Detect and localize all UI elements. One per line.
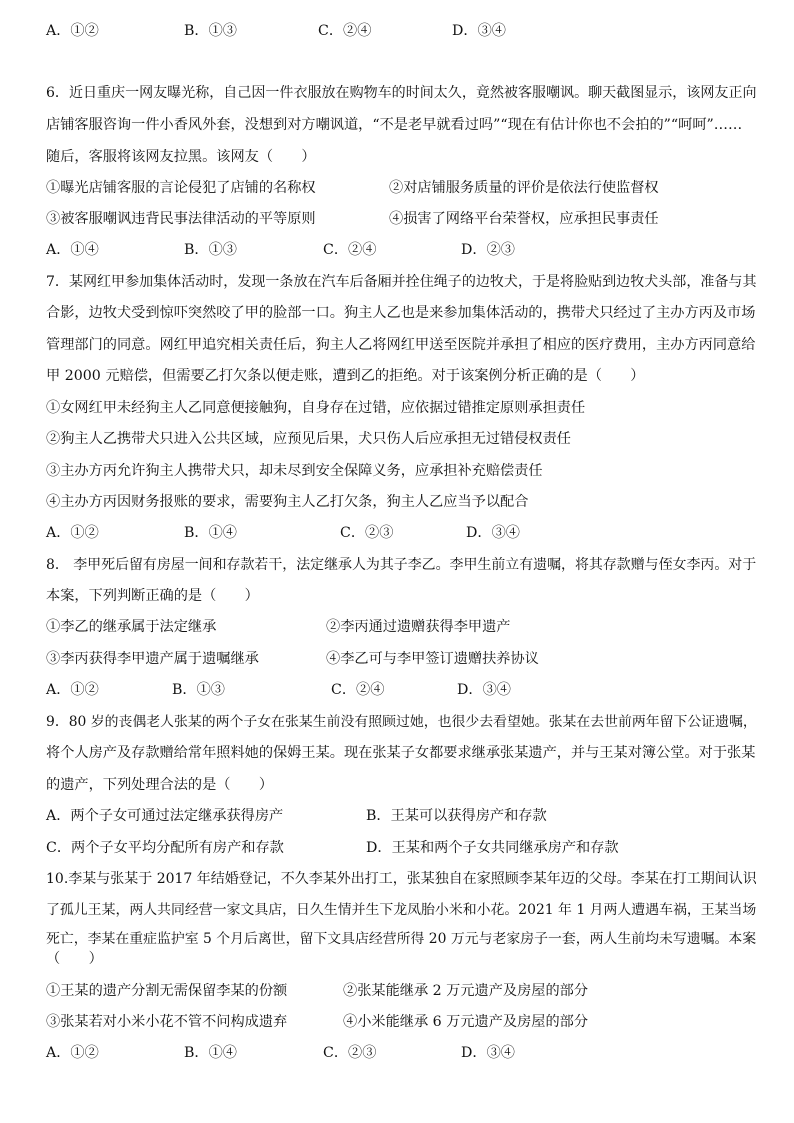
option-c[interactable]: C．②④	[318, 23, 372, 39]
question-8-statement-4: ④李乙可与李甲签订遗赠扶养协议	[326, 651, 539, 667]
question-8-option-a[interactable]: A．①②	[46, 682, 99, 698]
question-10-stem-line-1: 10.李某与张某于 2017 年结婚登记，不久李某外出打工，张某独自在家照顾李某年迈的父母。李某在打工期间认识	[46, 871, 757, 887]
question-10-option-a[interactable]: A．①②	[46, 1045, 99, 1061]
question-6-stem-line-1: 6．近日重庆一网友曝光称，自己因一件衣服放在购物车的时间太久，竟然被客服嘲讽。聊天截图显示，该网友正向	[46, 85, 757, 101]
question-8-option-c[interactable]: C．②④	[331, 682, 385, 698]
question-6-statement-3: ③被客服嘲讽违背民事法律活动的平等原则	[46, 211, 316, 227]
question-6-option-c[interactable]: C．②④	[323, 242, 377, 258]
question-10-stem-line-3: 死亡，李某在重症监护室 5 个月后离世，留下文具店经营所得 20 万元与老家房子一套，两人生前均未写遗嘱。本案	[46, 931, 757, 947]
question-10-statement-4: ④小米能继承 6 万元遗产及房屋的部分	[343, 1014, 589, 1030]
question-10-option-b[interactable]: B．①④	[184, 1045, 237, 1061]
question-7-stem-line-2: 合影，边牧犬受到惊吓突然咬了甲的脸部一口。狗主人乙也是来参加集体活动的，携带犬只经过了主办方丙及市场	[46, 305, 756, 321]
question-7-statement-2: ②狗主人乙携带犬只进入公共区域，应预见后果，犬只伤人后应承担无过错侵权责任	[46, 431, 571, 447]
question-6-stem-line-2: 店铺客服咨询一件小香风外套，没想到对方嘲讽道，“不是老早就看过吗”“现在有估计你也不会拍的”“呵呵”……	[46, 117, 743, 133]
question-6-option-d[interactable]: D．②③	[461, 242, 515, 258]
question-6-statement-1: ①曝光店铺客服的言论侵犯了店铺的名称权	[46, 180, 316, 196]
question-10-statement-2: ②张某能继承 2 万元遗产及房屋的部分	[343, 983, 589, 999]
question-10-stem-line-4: （ ）	[46, 951, 103, 967]
question-9-stem-line-1: 9．80 岁的丧偶老人张某的两个子女在张某生前没有照顾过她，也很少去看望她。张某在去世前两年留下公证遗嘱，	[46, 714, 757, 730]
option-d[interactable]: D．③④	[452, 23, 506, 39]
question-7-stem-line-3: 管理部门的同意。网红甲追究相关责任后，狗主人乙将网红甲送至医院并承担了相应的医疗费用，主办方丙同意给	[46, 337, 756, 353]
question-7-option-c[interactable]: C．②③	[340, 525, 394, 541]
question-10-option-d[interactable]: D．③④	[461, 1045, 515, 1061]
question-9-stem-line-3: 的遗产，下列处理合法的是（ ）	[46, 777, 274, 793]
question-9-option-c[interactable]: C．两个子女平均分配所有房产和存款	[46, 840, 284, 856]
question-9-option-d[interactable]: D．王某和两个子女共同继承房产和存款	[366, 840, 619, 856]
question-6-option-a[interactable]: A．①④	[46, 242, 99, 258]
question-10-stem-line-2: 了孤儿王某，两人共同经营一家文具店，日久生情并生下龙凤胎小米和小花。2021 年 1 月两人遭遇车祸，王某当场	[46, 902, 757, 918]
question-10-statement-1: ①王某的遗产分割无需保留李某的份额	[46, 983, 288, 999]
question-7-statement-4: ④主办方丙因财务报账的要求，需要狗主人乙打欠条，狗主人乙应当予以配合	[46, 494, 529, 510]
question-6-stem-line-3: 随后，客服将该网友拉黑。该网友（ ）	[46, 149, 316, 165]
question-10-option-c[interactable]: C．②③	[323, 1045, 377, 1061]
question-7-stem-line-4: 甲 2000 元赔偿，但需要乙打欠条以便走账，遭到乙的拒绝。对于该案例分析正确的是（ ）	[46, 368, 645, 384]
question-8-stem-line-2: 本案，下列判断正确的是（ ）	[46, 588, 259, 604]
question-10-statement-3: ③张某若对小米小花不管不问构成遗弃	[46, 1014, 288, 1030]
question-7-statement-1: ①女网红甲未经狗主人乙同意便接触狗，自身存在过错，应依据过错推定原则承担责任	[46, 400, 586, 416]
question-7-stem-line-1: 7．某网红甲参加集体活动时，发现一条放在汽车后备厢并拴住绳子的边牧犬，于是将脸贴到边牧犬头部，准备与其	[46, 274, 757, 290]
question-7-option-b[interactable]: B．①④	[184, 525, 237, 541]
question-6-statement-4: ④损害了网络平台荣誉权，应承担民事责任	[389, 211, 659, 227]
question-9-stem-line-2: 将个人房产及存款赠给常年照料她的保姆王某。现在张某子女都要求继承张某遗产，并与王某对簿公堂。对于张某	[46, 745, 756, 761]
question-7-statement-3: ③主办方丙允许狗主人携带犬只，却未尽到安全保障义务，应承担补充赔偿责任	[46, 463, 543, 479]
question-8-statement-2: ②李丙通过遗赠获得李甲遗产	[326, 619, 511, 635]
question-9-option-a[interactable]: A．两个子女可通过法定继承获得房产	[46, 808, 284, 824]
question-8-statement-1: ①李乙的继承属于法定继承	[46, 619, 217, 635]
question-8-statement-3: ③李丙获得李甲遗产属于遗嘱继承	[46, 651, 259, 667]
option-b[interactable]: B．①③	[184, 23, 237, 39]
question-6-statement-2: ②对店铺服务质量的评价是依法行使监督权	[389, 180, 659, 196]
question-6-option-b[interactable]: B．①③	[184, 242, 237, 258]
question-8-option-d[interactable]: D．③④	[457, 682, 511, 698]
question-8-stem-line-1: 8． 李甲死后留有房屋一间和存款若干，法定继承人为其子李乙。李甲生前立有遗嘱，将其存款赠与侄女李丙。对于	[46, 557, 757, 573]
question-7-option-a[interactable]: A．①②	[46, 525, 99, 541]
question-8-option-b[interactable]: B．①③	[172, 682, 225, 698]
option-a[interactable]: A．①②	[46, 23, 99, 39]
question-7-option-d[interactable]: D．③④	[466, 525, 520, 541]
question-9-option-b[interactable]: B．王某可以获得房产和存款	[366, 808, 547, 824]
